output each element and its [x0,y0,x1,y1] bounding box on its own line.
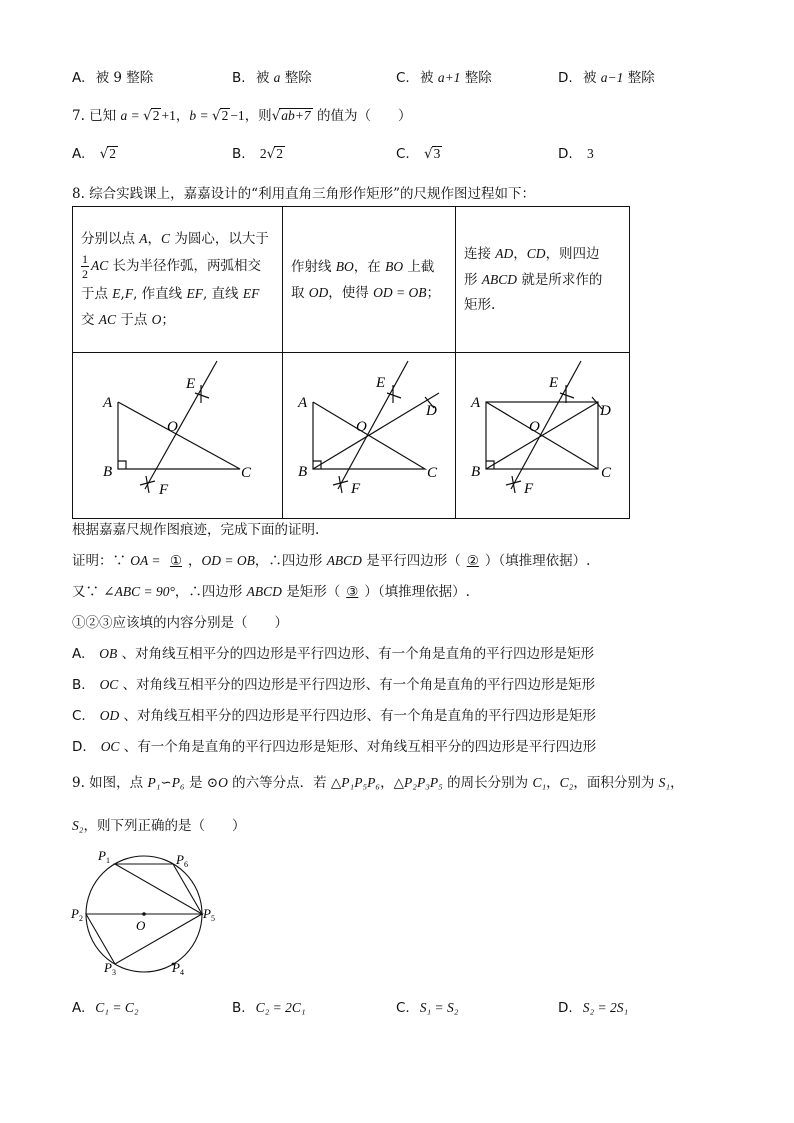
blank-3: ③ [346,584,359,600]
label-a: A [103,395,113,411]
q7-option-d: D. 3 [558,146,594,162]
figure2-cell [283,353,456,519]
q9-stem-line1: 9. 如图，点 P₁∽P₆ 是 ⊙O 的六等分点．若 △P₁P₅P₆，△P₂P₃P₅ 的周长分别为 C₁，C₂，面积分别为 S₁， [72,775,684,791]
label-p6: $P_6$ [176,852,188,869]
figure-step3 [456,353,629,509]
blank-1: ① [169,553,183,569]
label-b: B [471,464,481,480]
label-f: F [524,481,534,497]
q7-option-b: B. 2√2 [232,146,283,162]
label-f: F [159,482,169,498]
step3-cell: 连接 AD，CD，则四边 形 ABCD 就是所求作的 矩形. [456,207,630,353]
label-e: E [549,375,559,391]
label-p4: $P_4$ [172,960,184,977]
q8-option-b: B. OC 、对角线互相平分的四边形是平行四边形、有一个角是直角的平行四边形是矩形 [72,677,596,693]
label-f: F [351,481,361,497]
q8-ask: ①②③应该填的内容分别是（ ） [72,615,288,631]
sqrt-symbol: √ [266,146,276,162]
q8-option-c: C. OD 、对角线互相平分的四边形是平行四边形、有一个角是直角的平行四边形是矩形 [72,708,597,724]
fraction: $\frac{1}{2}$ [82,252,88,281]
q7-stem: 7. 已知 a = √2 +1，b = √2 −1，则√ab+7 的值为（ ） [72,108,412,124]
label-o: O [167,419,178,435]
arc-mark-f [506,476,521,493]
label-p2: $P_2$ [71,906,83,923]
q9-option-d: D. S₂ = 2S₁ [558,1000,629,1016]
q7-option-a: A. √2 [72,146,116,162]
figure3-cell [456,353,630,519]
label-p5: $P_5$ [203,906,215,923]
right-angle-mark [118,461,126,469]
label-e: E [376,375,386,391]
triangle-abc [118,402,240,469]
figure-step1 [73,353,282,509]
label-a: A [298,395,308,411]
q7-option-c: C. √3 [396,146,441,162]
label-c: C [427,465,438,481]
sqrt-symbol: √ [211,108,221,124]
q9-option-c: C. S₁ = S₂ [396,1000,459,1016]
q8-instruction: 根据嘉嘉尺规作图痕迹，完成下面的证明. [72,522,320,538]
label-c: C [241,465,252,481]
q8-steps-table [72,206,630,519]
label-e: E [186,376,196,392]
label-o: O [136,918,146,933]
line-ef [145,361,217,489]
q6-option-a: A. 被 9 整除 [72,70,154,86]
blank-2: ② [466,553,479,569]
ray-bo [313,393,439,469]
q9-option-a: A. C₁ = C₂ [72,1000,139,1016]
q8-option-d: D. OC 、有一个角是直角的平行四边形是矩形、对角线互相平分的四边形是平行四边形 [72,739,597,755]
q8-stem: 8. 综合实践课上，嘉嘉设计的“利用直角三角形作矩形”的尺规作图过程如下： [72,186,535,202]
q9-circle-figure [66,846,226,986]
q9-stem-line2: S₂，则下列正确的是（ ） [72,818,246,834]
sqrt-symbol: √ [271,108,281,124]
label-p1: $P_1$ [98,848,110,865]
q6-option-d: D. 被 a−1 整除 [558,70,655,86]
sqrt-symbol: √ [99,146,109,162]
figure-step2 [283,353,455,509]
label-d: D [600,403,611,419]
label-a: A [471,395,481,411]
label-o: O [529,419,540,435]
q8-proof-line1: 证明：∵ OA = ① ，OD = OB，∴四边形 ABCD 是平行四边形（ ② ）（填推理依据）. [72,553,591,569]
center-dot [142,912,146,916]
label-b: B [298,464,308,480]
q9-option-b: B. C₂ = 2C₁ [232,1000,306,1016]
line-ef [338,361,408,489]
label-b: B [103,464,113,480]
q8-option-a: A. OB 、对角线互相平分的四边形是平行四边形、有一个角是直角的平行四边形是矩形 [72,646,595,662]
label-d: D [426,403,437,419]
sqrt-symbol: √ [143,108,152,124]
sqrt-symbol: √ [424,146,433,162]
figure1-cell [73,353,283,519]
step2-cell: 作射线 BO，在 BO 上截 取 OD，使得 OD = OB； [283,207,456,353]
q8-proof-line2: 又∵ ∠ABC = 90°，∴四边形 ABCD 是矩形（ ③ ）（填推理依据）. [72,584,470,600]
label-o: O [356,419,367,435]
line-ef [511,361,581,489]
q6-option-c: C. 被 a+1 整除 [396,70,492,86]
triangle-p1p5p6 [115,864,202,914]
arc-mark-f [140,476,155,493]
label-c: C [601,465,612,481]
arc-mark-f [333,476,348,493]
step1-cell: 分别以点 A，C 为圆心，以大于 $\frac{1}{2}$ AC 长为半径作弧，两弧相交 于点 E,F, 作直线 EF, 直线 EF 交 AC 于点 O； [73,207,283,353]
q6-option-b: B. 被 a 整除 [232,70,312,86]
label-p3: $P_3$ [104,960,116,977]
